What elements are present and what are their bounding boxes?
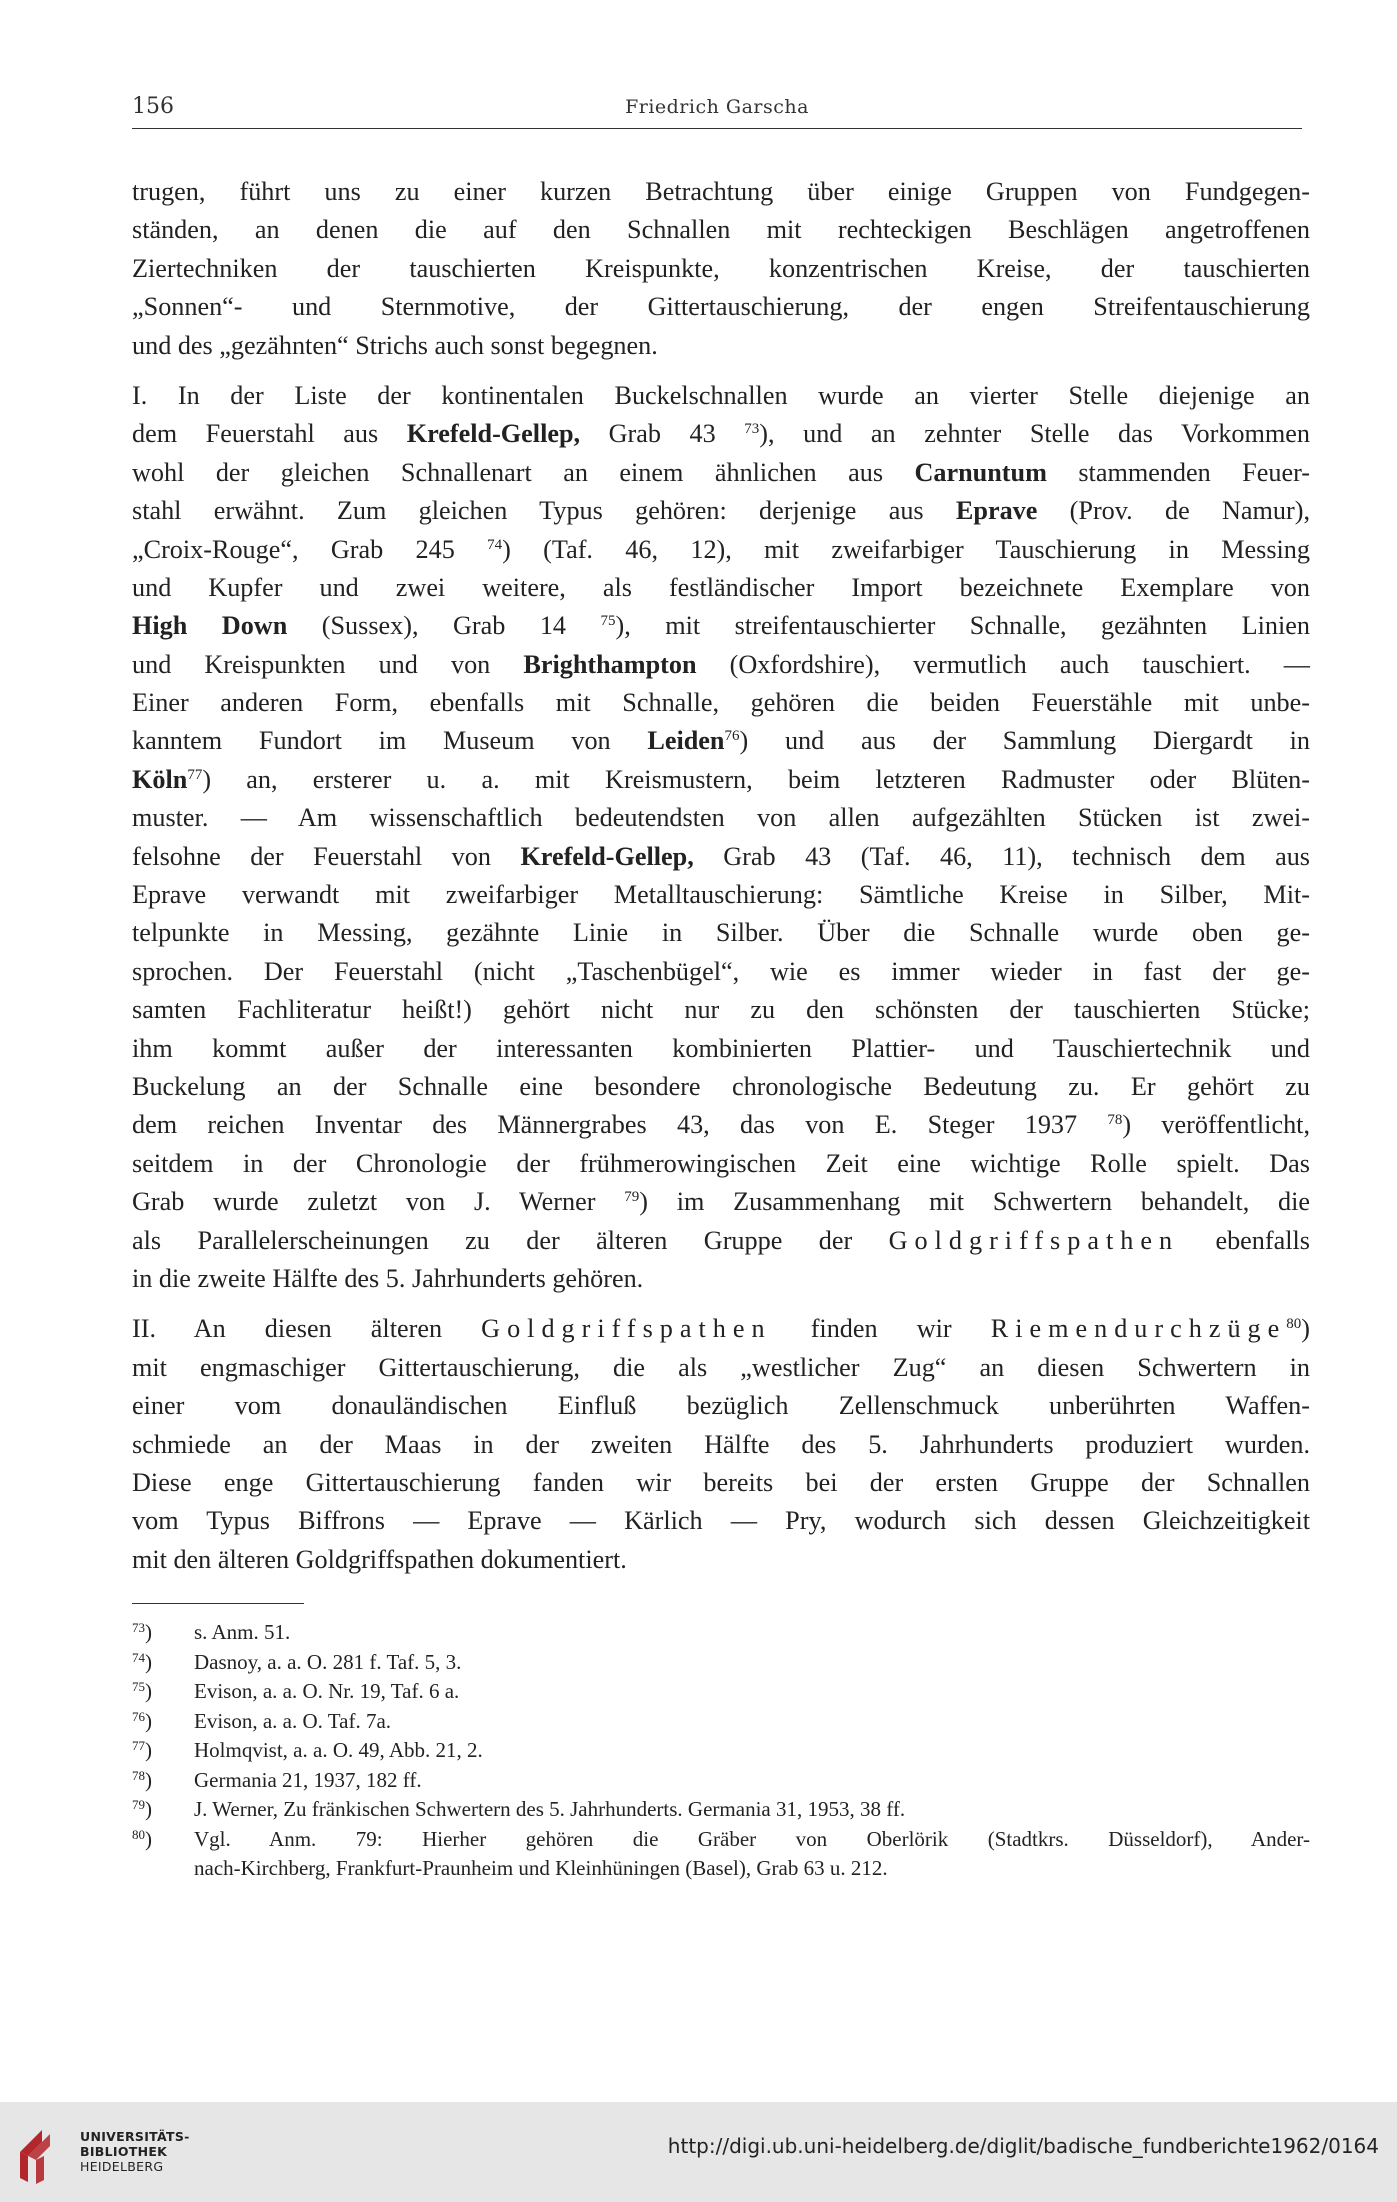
footnote-number: 78 [132, 1767, 145, 1783]
footnote-ref: 77 [187, 766, 203, 783]
footnote: $^{76}$) Evison, a. a. O. Taf. 7a. [132, 1707, 1310, 1737]
site-name: Carnuntum [914, 457, 1047, 487]
footnote-ref: 78 [1107, 1112, 1123, 1129]
text-line: Diese enge Gittertauschierung fanden wir bereits bei der ersten Gruppe der Schnallen [132, 1467, 1310, 1497]
footnote-number: 73 [132, 1620, 145, 1635]
footnote-number: 79 [132, 1797, 145, 1812]
site-name: Leiden [647, 726, 725, 756]
site-name: Köln [132, 764, 188, 794]
text-line: samten Fachliteratur heißt!) gehört nicht nur zu den schönsten der tauschierten Stücke; [132, 995, 1310, 1025]
text-line: Köln$^{77}$) an, ersterer u. a. mit Kreismustern, beim letzteren Radmuster oder Blüten- [132, 764, 1310, 794]
text-line: Grab wurde zuletzt von J. Werner $^{79}$) im Zusammenhang mit Schwertern behandelt, die [132, 1187, 1311, 1217]
running-title: Friedrich Garscha [625, 96, 809, 118]
library-logo-icon [14, 2116, 70, 2186]
footer-bar [0, 2102, 1397, 2202]
text-line: stahl erwähnt. Zum gleichen Typus gehören: derjenige aus Eprave (Prov. de Namur), [132, 496, 1310, 526]
site-name: High Down [132, 611, 288, 641]
text-line: sprochen. Der Feuerstahl (nicht „Taschenbügel“, wie es immer wieder in fast der ge- [132, 956, 1310, 986]
site-name: Krefeld-Gellep, [406, 419, 581, 449]
spaced-term: Goldgriffspathen [888, 1225, 1180, 1255]
paragraph-section-2 [132, 1310, 1310, 1579]
text-line: II. An diesen älteren Goldgriffspathen finden wir Riemendurchzüge$^{80}$) [132, 1314, 1311, 1344]
text-line: Einer anderen Form, ebenfalls mit Schnalle, gehören die beiden Feuerstähle mit unbe- [132, 688, 1310, 718]
text-line: und Kupfer und zwei weitere, als festländischer Import bezeichnete Exemplare von [132, 572, 1310, 602]
text-line: I. In der Liste der kontinentalen Buckelschnallen wurde an vierter Stelle diejenige an [132, 380, 1310, 410]
paragraph-intro [132, 173, 1310, 365]
text-line: felsohne der Feuerstahl von Krefeld-Gellep, Grab 43 (Taf. 46, 11), technisch dem aus [132, 841, 1310, 871]
text-line: High Down (Sussex), Grab 14 $^{75}$), mit streifentauschierter Schnalle, gezähnten Linien [132, 611, 1310, 641]
footnote-text: Dasnoy, a. a. O. 281 f. Taf. 5, 3. [194, 1649, 462, 1674]
footnote: $^{75}$) Evison, a. a. O. Nr. 19, Taf. 6 a. [132, 1677, 1310, 1707]
text-line: trugen, führt uns zu einer kurzen Betrachtung über einige Gruppen von Fundgegen- [132, 177, 1310, 206]
text-line: vom Typus Biffrons — Eprave — Kärlich — Pry, wodurch sich dessen Gleichzeitigkeit [132, 1506, 1310, 1536]
footnote-ref: 79 [624, 1189, 640, 1206]
library-logo-text: UNIVERSITÄTS- BIBLIOTHEK HEIDELBERG [80, 2129, 190, 2174]
text-line: ihm kommt außer der interessanten kombinierten Plattier- und Tauschiertechnik und [132, 1033, 1310, 1063]
text-line: einer vom donauländischen Einfluß bezüglich Zellenschmuck unberührten Waffen- [132, 1391, 1310, 1421]
text-line: und des „gezähnten“ Strichs auch sonst begegnen. [132, 330, 658, 360]
footnote-ref: 80 [1286, 1316, 1302, 1333]
footnotes [132, 1618, 1310, 1884]
text-line: Ziertechniken der tauschierten Kreispunkte, konzentrischen Kreise, der tauschierten [132, 253, 1310, 283]
footnote-text: nach-Kirchberg, Frankfurt-Praunheim und Kleinhüningen (Basel), Grab 63 u. 212. [194, 1856, 888, 1880]
footnote-number: 75 [132, 1679, 145, 1694]
text-line: Eprave verwandt mit zweifarbiger Metalltauschierung: Sämtliche Kreise in Silber, Mit- [132, 880, 1310, 910]
text-line: wohl der gleichen Schnallenart an einem ähnlichen aus Carnuntum stammenden Feuer- [132, 457, 1311, 487]
text-line: in die zweite Hälfte des 5. Jahrhunderts gehören. [132, 1263, 644, 1293]
footnote: $^{80}$) Vgl. Anm. 79: Hierher gehören die Gräber von Oberlörik (Stadtkrs. Düsseldorf), Ander- nach-Kirchberg, Frankfurt-Praunheim und Kleinhüningen (Basel), Grab 63 u. 212. [132, 1825, 1310, 1884]
text-line: „Croix-Rouge“, Grab 245 $^{74}$) (Taf. 46, 12), mit zweifarbiger Tauschierung in Messing [132, 534, 1310, 564]
site-name: Brighthampton [523, 649, 697, 679]
text-line: schmiede an der Maas in der zweiten Hälfte des 5. Jahrhunderts produziert wurden. [132, 1429, 1310, 1459]
text-line: Buckelung an der Schnalle eine besondere chronologische Bedeutung zu. Er gehört zu [132, 1071, 1310, 1101]
text-line: dem Feuerstahl aus Krefeld-Gellep, Grab 43 $^{73}$), und an zehnter Stelle das Vorkommen [132, 419, 1310, 449]
footnote-number: 74 [132, 1649, 145, 1665]
text-line: mit den älteren Goldgriffspathen dokumentiert. [132, 1544, 627, 1574]
footnote: $^{77}$) Holmqvist, a. a. O. 49, Abb. 21, 2. [132, 1736, 1310, 1766]
text-line: „Sonnen“- und Sternmotive, der Gittertauschierung, der engen Streifentauschierung [132, 292, 1310, 322]
text-line: dem reichen Inventar des Männergrabes 43, das von E. Steger 1937 $^{78}$) veröffentlicht, [132, 1110, 1310, 1140]
text-line: ständen, an denen die auf den Schnallen mit rechteckigen Beschlägen angetroffenen [132, 215, 1310, 245]
text-line: muster. — Am wissenschaftlich bedeutendsten von allen aufgezählten Stücken ist zwei- [132, 803, 1310, 833]
site-name: Krefeld-Gellep, [520, 841, 694, 871]
paragraph-section-1 [132, 377, 1310, 1298]
footnote-rule [132, 1603, 304, 1604]
page-number: 156 [132, 94, 174, 119]
text-line: als Parallelerscheinungen zu der älteren Gruppe der Goldgriffspathen ebenfalls [132, 1225, 1310, 1255]
text-line: mit engmaschiger Gittertauschierung, die als „westlicher Zug“ an diesen Schwertern in [132, 1352, 1310, 1382]
footnote-text: Vgl. Anm. 79: Hierher gehören die Gräber von Oberlörik (Stadtkrs. Düsseldorf), Ander- [194, 1826, 1310, 1851]
footnote-text: J. Werner, Zu fränkischen Schwertern des 5. Jahrhunderts. Germania 31, 1953, 38 ff. [194, 1797, 906, 1821]
body-text [132, 173, 1310, 1579]
footnote-ref: 74 [487, 536, 503, 553]
footnote-text: s. Anm. 51. [194, 1620, 291, 1644]
footnote: $^{78}$) Germania 21, 1937, 182 ff. [132, 1766, 1310, 1796]
text-line: kanntem Fundort im Museum von Leiden$^{76}$) und aus der Sammlung Diergardt in [132, 726, 1310, 756]
source-url[interactable]: http://digi.ub.uni-heidelberg.de/diglit/badische_fundberichte1962/0164 [667, 2134, 1379, 2158]
footnote-text: Germania 21, 1937, 182 ff. [194, 1767, 422, 1792]
site-name: Eprave [955, 496, 1038, 526]
footnote-number: 80 [132, 1826, 145, 1842]
footnote-text: Evison, a. a. O. Taf. 7a. [194, 1708, 392, 1733]
page-header [132, 92, 1302, 129]
spaced-term: Goldgriffspathen [481, 1314, 772, 1344]
spaced-term: Riemendurchzüge [990, 1314, 1287, 1344]
footnote-number: 77 [132, 1738, 145, 1753]
footnote-text: Holmqvist, a. a. O. 49, Abb. 21, 2. [194, 1738, 483, 1762]
footnote: $^{73}$) s. Anm. 51. [132, 1618, 1310, 1648]
footnote-text: Evison, a. a. O. Nr. 19, Taf. 6 a. [194, 1679, 460, 1703]
footnote-ref: 76 [724, 728, 740, 745]
footnote: $^{74}$) Dasnoy, a. a. O. 281 f. Taf. 5, 3. [132, 1648, 1310, 1678]
footnote-ref: 73 [744, 421, 760, 438]
footnote-ref: 75 [600, 613, 616, 630]
text-line: und Kreispunkten und von Brighthampton (Oxfordshire), vermutlich auch tauschiert. — [132, 649, 1310, 679]
text-line: seitdem in der Chronologie der frühmerowingischen Zeit eine wichtige Rolle spielt. Das [132, 1148, 1310, 1178]
text-line: telpunkte in Messing, gezähnte Linie in Silber. Über die Schnalle wurde oben ge- [132, 918, 1310, 948]
footnote-number: 76 [132, 1708, 145, 1724]
footnote: $^{79}$) J. Werner, Zu fränkischen Schwertern des 5. Jahrhunderts. Germania 31, 1953, 38 ff. [132, 1795, 1310, 1825]
